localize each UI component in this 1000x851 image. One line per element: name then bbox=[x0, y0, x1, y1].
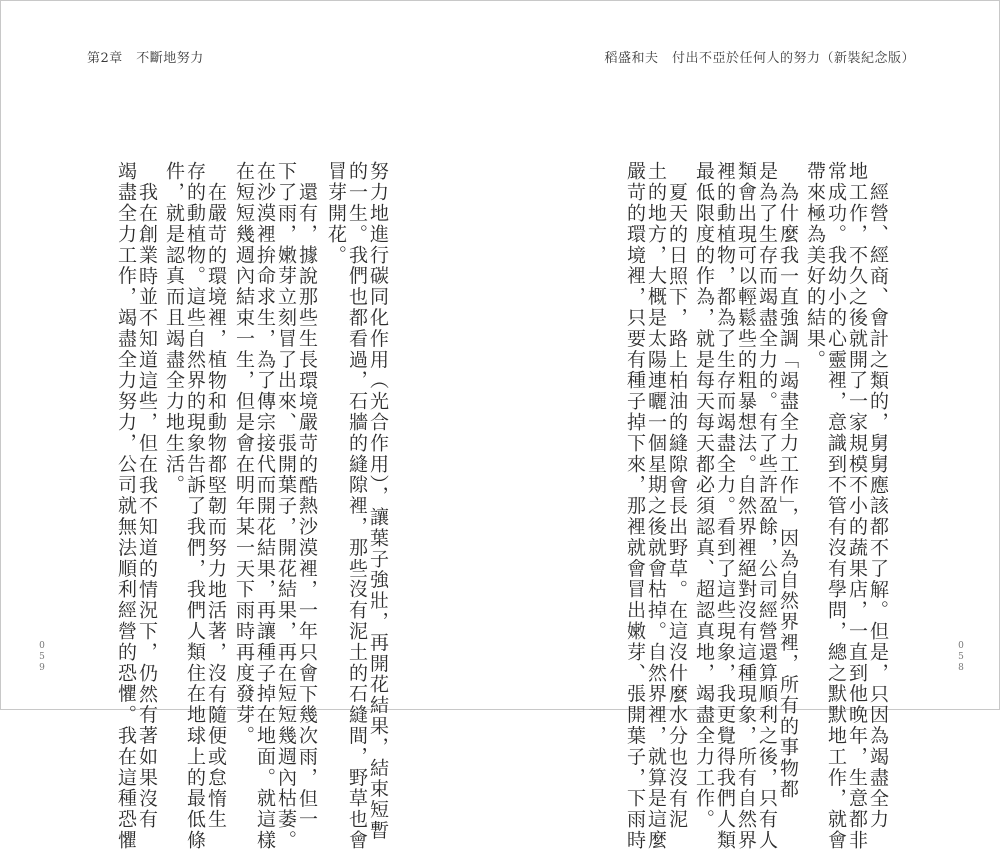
text-column: 還有，據說那些生長環境嚴苛的酷熱沙漠裡，一年只會下幾次雨，但一 bbox=[296, 182, 318, 830]
text-column: 常成功。我幼小的心靈裡，意識到不管有沒有學問，總之默默地工作，就會 bbox=[825, 161, 847, 851]
text-column: 我在創業時並不知道這些，但在我不知道的情況下，仍然有著如果沒有 bbox=[136, 182, 158, 830]
text-column: 夏天的日照下，路上柏油的縫隙會長出野草。在這沒什麼水分也沒有泥 bbox=[666, 182, 688, 830]
text-column: 存的動植物。這些自然界的現象告訴了我們，我們人類住在地球上的最低條 bbox=[184, 161, 206, 851]
text-column: 件，就是認真而且竭盡全力地生活。 bbox=[163, 161, 185, 496]
text-column: 的一生。我們也都看過，石牆的縫隙裡，那些沒有泥土的石縫間，野草也會 bbox=[346, 161, 368, 851]
text-column: 冒芽開花。 bbox=[325, 161, 347, 266]
text-column: 為什麼我一直強調「竭盡全力工作」，因為自然界裡，所有的事物都 bbox=[777, 182, 799, 800]
text-column: 在沙漠裡拚命求生，為了傳宗接代而開花結果，再讓種子掉在地面。就這樣 bbox=[254, 161, 276, 851]
text-column: 竭盡全力工作，竭盡全力努力，公司就無法順利經營的恐懼。我在這種恐懼 bbox=[115, 161, 137, 851]
text-column: 在短短幾週內結束一生，但是會在明年某一天下雨時再度發芽。 bbox=[233, 161, 255, 747]
page-number-left: 059 bbox=[37, 641, 47, 674]
running-header-chapter: 第2章 不斷地努力 bbox=[87, 51, 204, 66]
text-column: 地工作，不久之後就開了一家規模不小的蔬果店，一直到他晚年，生意都非 bbox=[846, 161, 868, 851]
text-column: 努力地進行碳同化作用（光合作用），讓葉子強壯，再開花結果，結束短暫 bbox=[367, 161, 389, 842]
text-column: 下了雨，嫩芽立刻冒了出來、張開葉子，開花結果，再在短短幾週內枯萎。 bbox=[275, 161, 297, 851]
text-column: 帶來極為美好的結果。 bbox=[804, 161, 826, 370]
text-column: 嚴苛的環境裡，只要有種子掉下來，那裡就會冒出嫩芽、張開葉子，下雨時 bbox=[624, 161, 646, 851]
text-column: 最低限度的作為，就是每天每天都必須認真、超認真地，竭盡全力工作。 bbox=[693, 161, 715, 830]
text-column: 在嚴苛的環境裡，植物和動物都堅韌而努力地活著，沒有隨便或怠惰生 bbox=[205, 182, 227, 830]
text-column: 類會出現可以輕鬆些的粗暴想法。自然界裡絕對沒有這種現象，所有自然界 bbox=[735, 161, 757, 851]
text-column: 經營、經商、會計之類的，舅舅應該都不了解。但是，只因為竭盡全力 bbox=[867, 182, 889, 830]
text-column: 土的地方，大概是太陽連曬一個星期之後就會枯掉。自然界裡，就算是這麼 bbox=[645, 161, 667, 851]
text-column: 裡的動植物，都為了生存而竭盡全力。看到了這些現象，我更覺得我們人類 bbox=[714, 161, 736, 851]
text-column: 是為了生存而竭盡全力的。有了些許盈餘，公司經營還算順利之後，只有人 bbox=[756, 161, 778, 851]
running-header-book-title: 稻盛和夫 付出不亞於任何人的努力（新裝紀念版） bbox=[604, 51, 915, 66]
page-number-right: 058 bbox=[956, 641, 966, 674]
